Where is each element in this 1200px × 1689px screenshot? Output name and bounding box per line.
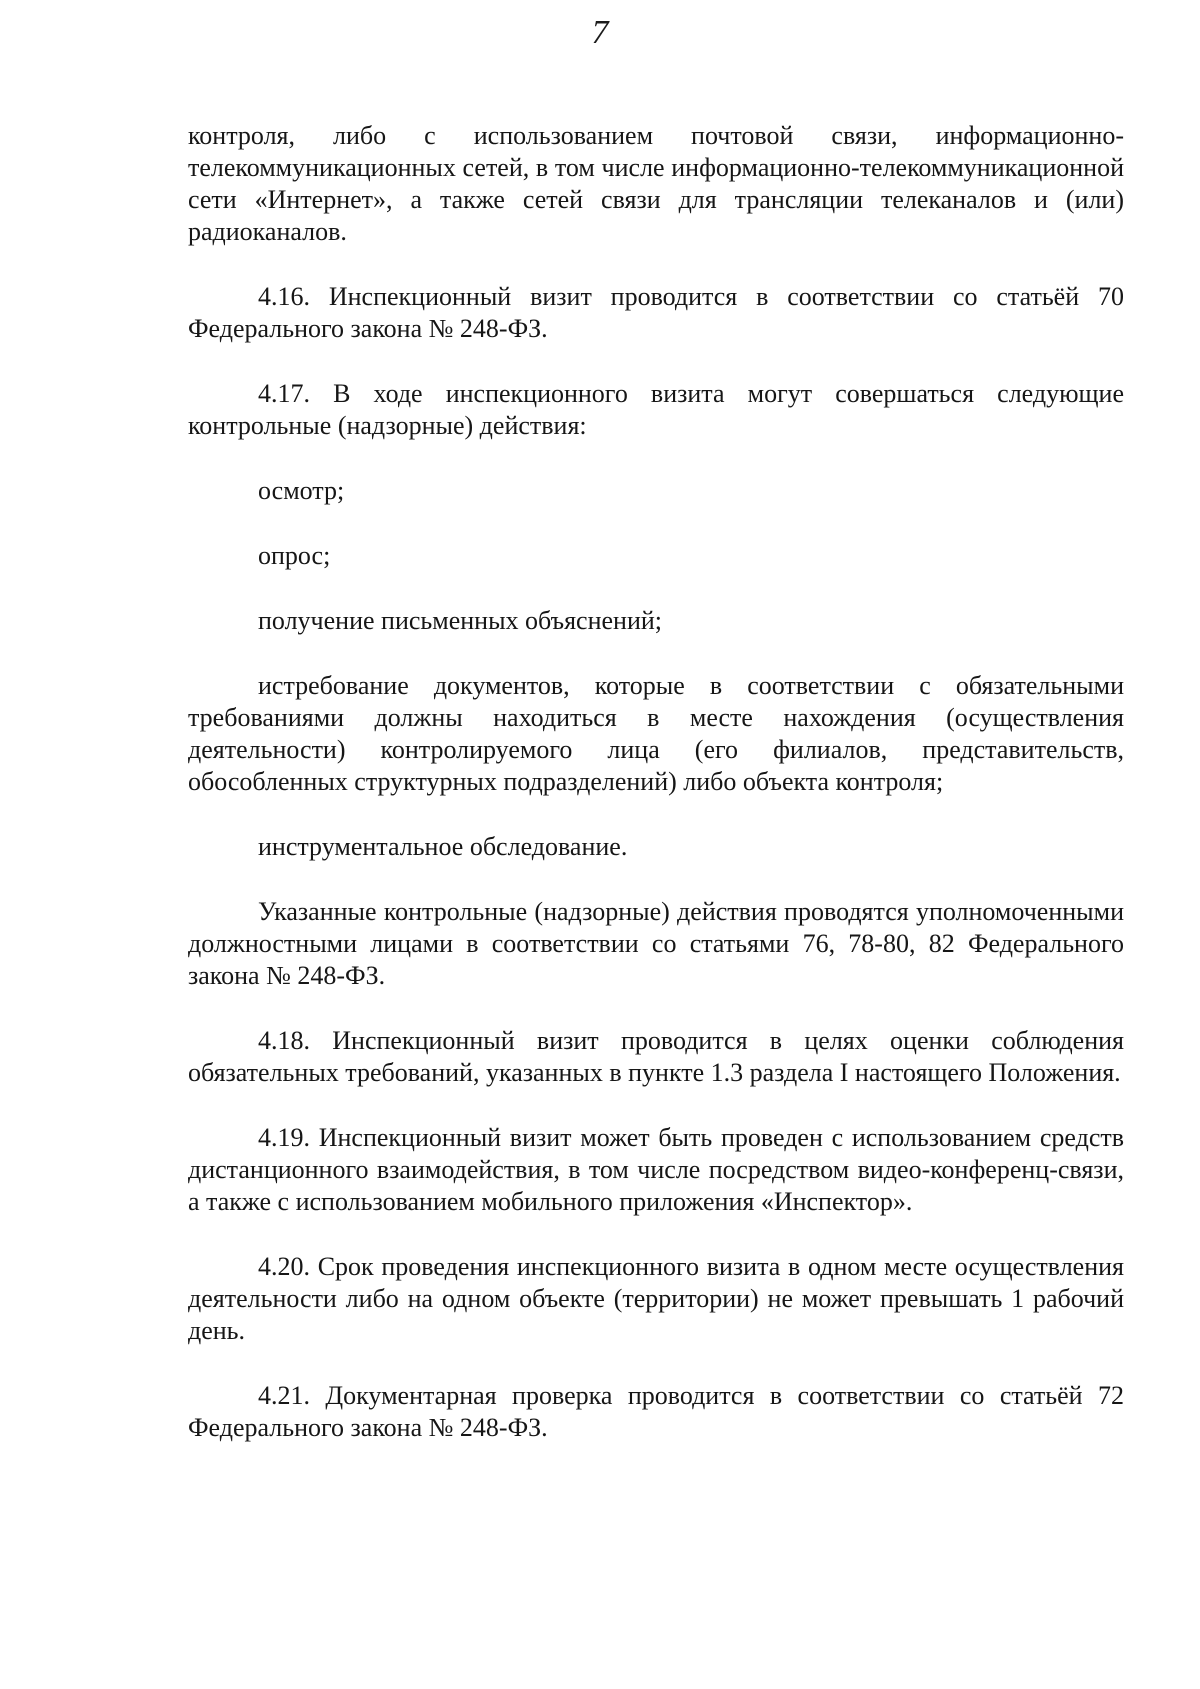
- list-item-instrumental-examination: инструментальное обследование.: [258, 832, 628, 861]
- paragraph-continuation: контроля, либо с использованием почтовой связи, информационно-телекоммуникационных сетей, в том числе информационно-телекоммуникационной сети «Интернет», а также сетей связи для трансляции телеканалов и (или) радиоканалов.: [188, 121, 1124, 246]
- paragraph-4-20: 4.20. Срок проведения инспекционного визита в одном месте осуществления деятельности либо на одном объекте (территории) не может превышать 1 рабочий день.: [188, 1252, 1124, 1345]
- page-number: 7: [591, 14, 609, 51]
- paragraph-4-19: 4.19. Инспекционный визит может быть проведен с использованием средств дистанционного взаимодействия, в том числе посредством видео-конференц-связи, а также с использованием мобильного приложения «Инспектор».: [188, 1123, 1124, 1216]
- paragraph-4-18: 4.18. Инспекционный визит проводится в целях оценки соблюдения обязательных требований, указанных в пункте 1.3 раздела I настоящего Положения.: [188, 1026, 1124, 1087]
- paragraph-4-21: 4.21. Документарная проверка проводится в соответствии со статьёй 72 Федерального закона № 248-ФЗ.: [188, 1381, 1124, 1442]
- list-item-document-request: истребование документов, которые в соответствии с обязательными требованиями должны находиться в месте нахождения (осуществления деятельности) контролируемого лица (его филиалов, представительств, обособленных структурных подразделений) либо объекта контроля;: [188, 671, 1124, 796]
- document-body: [188, 120, 1124, 1477]
- list-item-inspection: осмотр;: [258, 476, 345, 505]
- paragraph-authorized-officials: Указанные контрольные (надзорные) действия проводятся уполномоченными должностными лицами в соответствии со статьями 76, 78-80, 82 Федерального закона № 248-ФЗ.: [188, 897, 1124, 990]
- list-item-survey: опрос;: [258, 541, 331, 570]
- paragraph-4-17: 4.17. В ходе инспекционного визита могут совершаться следующие контрольные (надзорные) действия:: [188, 379, 1124, 440]
- list-item-written-explanations: получение письменных объяснений;: [258, 606, 662, 635]
- paragraph-4-16: 4.16. Инспекционный визит проводится в соответствии со статьёй 70 Федерального закона № 248-ФЗ.: [188, 282, 1124, 343]
